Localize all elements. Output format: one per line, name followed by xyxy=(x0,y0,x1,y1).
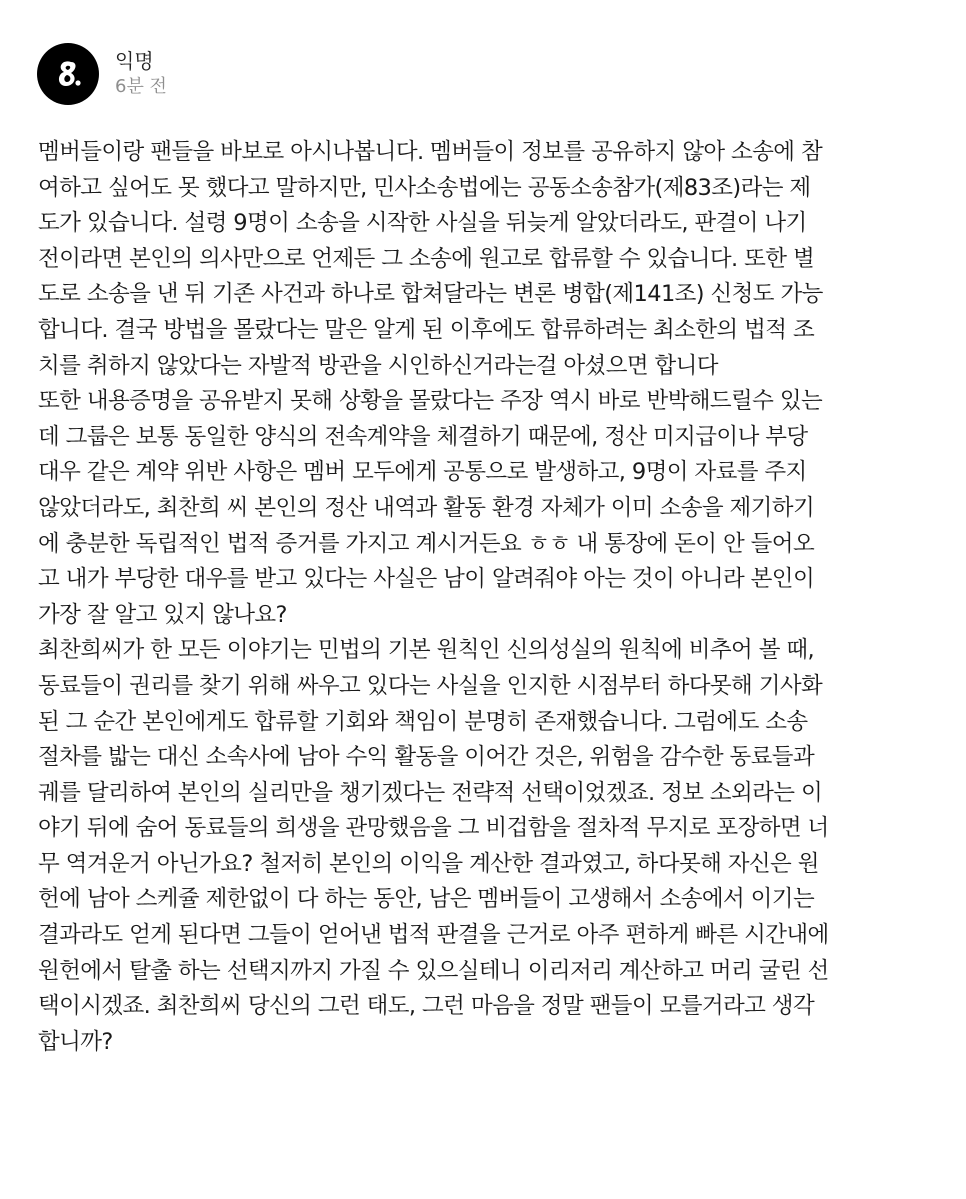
post-line: 에 충분한 독립적인 법적 증거를 가지고 계시거든요 ㅎㅎ 내 통장에 돈이 안 들어오 xyxy=(38,530,815,557)
post-line: 택이시겠죠. 최찬희씨 당신의 그런 태도, 그런 마음을 정말 팬들이 모를거라고 생각 xyxy=(38,993,815,1020)
post-line: 여하고 싶어도 못 했다고 말하지만, 민사소송법에는 공동소송참가(제83조)라는 제 xyxy=(38,174,811,201)
post-line: 된 그 순간 본인에게도 합류할 기회와 책임이 분명히 존재했습니다. 그럼에도 소송 xyxy=(38,708,808,735)
post-line: 동료들이 권리를 찾기 위해 싸우고 있다는 사실을 인지한 시점부터 하다못해 기사화 xyxy=(38,672,823,699)
post-body xyxy=(38,135,938,1060)
post-line: 전이라면 본인의 의사만으로 언제든 그 소송에 원고로 합류할 수 있습니다. 또한 별 xyxy=(38,245,815,272)
post-time: 6분 전 xyxy=(115,76,167,97)
post-line: 대우 같은 계약 위반 사항은 멤버 모두에게 공통으로 발생하고, 9명이 자료를 주지 xyxy=(38,459,807,486)
post-line: 치를 취하지 않았다는 자발적 방관을 시인하신거라는걸 아셨으면 합니다 xyxy=(38,352,718,379)
post-line: 도로 소송을 낸 뒤 기존 사건과 하나로 합쳐달라는 변론 병합(제141조) 신청도 가능 xyxy=(38,281,823,308)
post-line: 않았더라도, 최찬희 씨 본인의 정산 내역과 활동 환경 자체가 이미 소송을 제기하기 xyxy=(38,494,815,521)
anonymous-logo-icon xyxy=(51,57,85,91)
post-line: 데 그룹은 보통 동일한 양식의 전속계약을 체결하기 때문에, 정산 미지급이나 부당 xyxy=(38,423,808,450)
post-line: 결과라도 얻게 된다면 그들이 얻어낸 법적 판결을 근거로 아주 편하게 빠른 시간내에 xyxy=(38,922,829,949)
author-name[interactable]: 익명 xyxy=(115,49,154,73)
post-line: 합니까? xyxy=(38,1028,113,1055)
post-line: 무 역겨운거 아닌가요? 철저히 본인의 이익을 계산한 결과였고, 하다못해 자신은 원 xyxy=(38,850,819,877)
post-line: 합니다. 결국 방법을 몰랐다는 말은 알게 된 이후에도 합류하려는 최소한의 법적 조 xyxy=(38,316,815,343)
post-line: 고 내가 부당한 대우를 받고 있다는 사실은 남이 알려줘야 아는 것이 아니라 본인이 xyxy=(38,566,815,593)
post-line: 원헌에서 탈출 하는 선택지까지 가질 수 있으실테니 이리저리 계산하고 머리 굴린 선 xyxy=(38,957,829,984)
post-meta xyxy=(115,48,167,100)
post-header xyxy=(37,43,167,105)
post-line: 도가 있습니다. 설령 9명이 소송을 시작한 사실을 뒤늦게 알았더라도, 판결이 나기 xyxy=(38,210,807,237)
post-line: 야기 뒤에 숨어 동료들의 희생을 관망했음을 그 비겁함을 절차적 무지로 포장하면 너 xyxy=(38,815,829,842)
post-line: 멤버들이랑 팬들을 바보로 아시나봅니다. 멤버들이 정보를 공유하지 않아 소송에 참 xyxy=(38,139,823,165)
post-line: 절차를 밟는 대신 소속사에 남아 수익 활동을 이어간 것은, 위험을 감수한 동료들과 xyxy=(38,744,815,771)
avatar[interactable] xyxy=(37,43,99,105)
post-line: 최찬희씨가 한 모든 이야기는 민법의 기본 원칙인 신의성실의 원칙에 비추어 볼 때, xyxy=(38,637,815,664)
post-line: 궤를 달리하여 본인의 실리만을 챙기겠다는 전략적 선택이었겠죠. 정보 소외라는 이 xyxy=(38,779,823,806)
post-line: 헌에 남아 스케쥴 제한없이 다 하는 동안, 남은 멤버들이 고생해서 소송에서 이기는 xyxy=(38,886,815,913)
post-line: 또한 내용증명을 공유받지 못해 상황을 몰랐다는 주장 역시 바로 반박해드릴수 있는 xyxy=(38,388,823,415)
post-line: 가장 잘 알고 있지 않나요? xyxy=(38,601,287,628)
